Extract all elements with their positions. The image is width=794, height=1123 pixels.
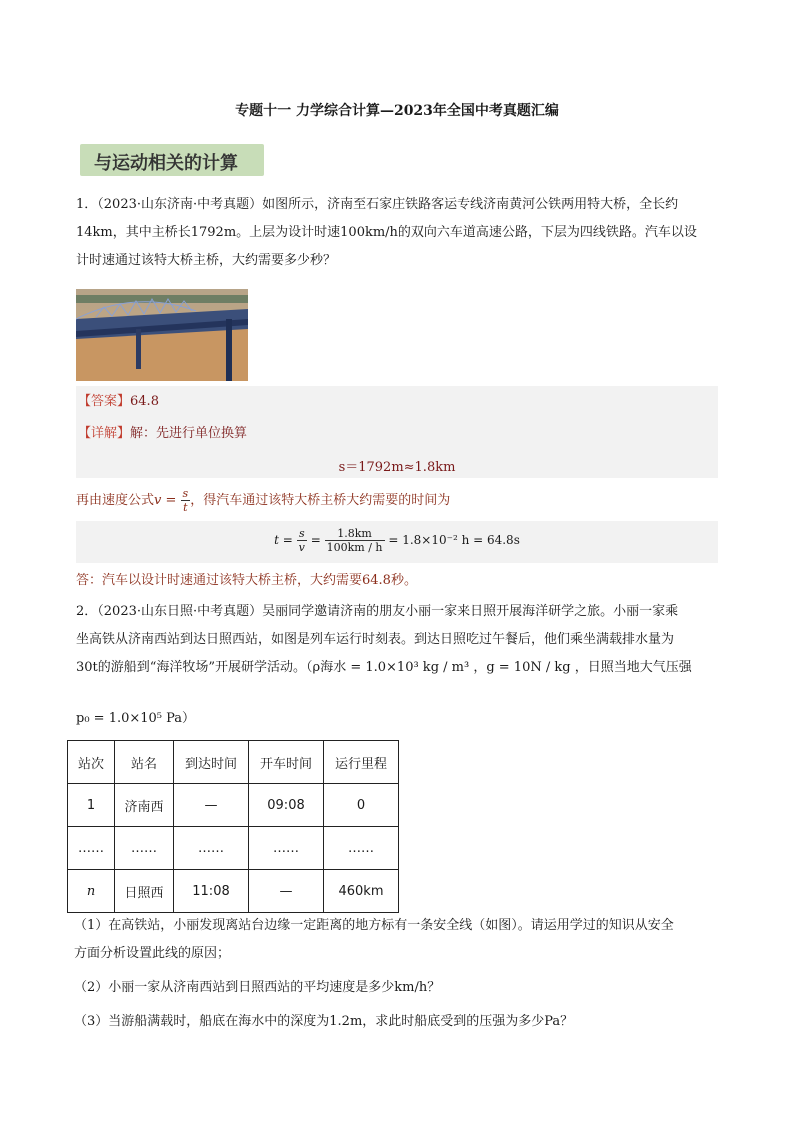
section-heading-label: 与运动相关的计算 <box>94 153 238 174</box>
table-cell: …… <box>68 827 115 870</box>
eq2-rhs: = 1.8×10⁻² h = 64.8s <box>388 533 520 547</box>
sub-question-2: （2）小丽一家从济南西站到日照西站的平均速度是多少km/h？ <box>74 980 441 995</box>
table-header: 开车时间 <box>249 741 324 784</box>
page-title: 专题十一 力学综合计算—2023年全国中考真题汇编 <box>235 103 559 119</box>
table-cell: 1 <box>68 784 115 827</box>
table-cell: n <box>68 870 115 913</box>
eq2-lhs: t = <box>274 533 293 547</box>
answer-block <box>76 386 718 478</box>
sub-question-1-line: 方面分析设置此线的原因； <box>74 946 231 961</box>
eq2-frac2-den: 100km / h <box>326 541 383 554</box>
table-row <box>68 784 399 827</box>
table-cell: 11:08 <box>174 870 249 913</box>
question-1-text <box>76 191 718 275</box>
bridge-photo <box>76 289 248 381</box>
table-cell: …… <box>249 827 324 870</box>
table-header: 站名 <box>115 741 174 784</box>
table-header: 站次 <box>68 741 115 784</box>
sub-question-1 <box>74 912 716 968</box>
table-cell: — <box>249 870 324 913</box>
table-header-row <box>68 741 399 784</box>
question-2-text <box>76 598 718 682</box>
table-row <box>68 870 399 913</box>
answer-value: 64.8 <box>130 394 159 409</box>
formula-intro: 再由速度公式 <box>76 493 155 508</box>
table-cell: …… <box>324 827 399 870</box>
table-cell: …… <box>174 827 249 870</box>
formula-outro: ，得汽车通过该特大桥主桥大约需要的时间为 <box>190 493 451 508</box>
eq2-frac1-num: s <box>297 527 307 541</box>
detail-tag: 【详解】 <box>78 426 131 441</box>
eq2-frac1-den: v <box>298 541 305 554</box>
equation-1: s＝1792m≈1.8km <box>338 460 456 475</box>
table-cell: 日照西 <box>115 870 174 913</box>
atmospheric-pressure: p₀ = 1.0×10⁵ Pa） <box>76 711 196 726</box>
question-1-line: 1．（2023·山东济南·中考真题）如图所示，济南至石家庄铁路客运专线济南黄河公铁两用特大桥，全长约 <box>76 197 679 212</box>
answer-line <box>78 390 159 409</box>
table-cell: 济南西 <box>115 784 174 827</box>
question-1-line: 14km，其中主桥长1792m。上层为设计时速100km/h的双向六车道高速公路，下层为四线铁路。汽车以设 <box>76 225 697 240</box>
sub-question-1-line: （1）在高铁站，小丽发现离站台边缘一定距离的地方标有一条安全线（如图）。请运用学过的知识从安全 <box>74 918 674 933</box>
detail-text: 解：先进行单位换算 <box>130 426 248 441</box>
table-header: 运行里程 <box>324 741 399 784</box>
velocity-formula: v = $\frac{s}{t}$ <box>154 487 189 514</box>
eq2-equals: = <box>310 533 321 547</box>
detail-line <box>78 422 247 441</box>
table-cell: …… <box>115 827 174 870</box>
question-1-conclusion: 答：汽车以设计时速通过该特大桥主桥，大约需要64.8秒。 <box>76 573 417 588</box>
question-2-line: 2．（2023·山东日照·中考真题）吴丽同学邀请济南的朋友小丽一家来日照开展海洋研学之旅。小丽一家乘 <box>76 604 679 619</box>
eq2-frac2-num: 1.8km <box>325 527 385 541</box>
table-cell: 09:08 <box>249 784 324 827</box>
equation-2-block <box>76 521 718 563</box>
table-cell: 0 <box>324 784 399 827</box>
question-1-line: 计时速通过该特大桥主桥，大约需要多少秒？ <box>76 253 337 268</box>
table-row <box>68 827 399 870</box>
velocity-formula-line <box>76 487 450 514</box>
question-2-line: 坐高铁从济南西站到达日照西站，如图是列车运行时刻表。到达日照吃过午餐后，他们乘坐满载排水量为 <box>76 632 675 647</box>
question-2-line: 30t的游船到“海洋牧场”开展研学活动。（ρ海水 = 1.0×10³ kg / m³ ，g = 10N / kg ，日照当地大气压强 <box>76 660 692 675</box>
answer-tag: 【答案】 <box>78 394 131 409</box>
sub-question-3: （3）当游船满载时，船底在海水中的深度为1.2m，求此时船底受到的压强为多少Pa？ <box>74 1014 574 1029</box>
table-header: 到达时间 <box>174 741 249 784</box>
table-cell: — <box>174 784 249 827</box>
section-heading <box>80 144 264 176</box>
table-cell: 460km <box>324 870 399 913</box>
equation-2 <box>76 527 718 554</box>
train-schedule-table <box>67 740 399 913</box>
